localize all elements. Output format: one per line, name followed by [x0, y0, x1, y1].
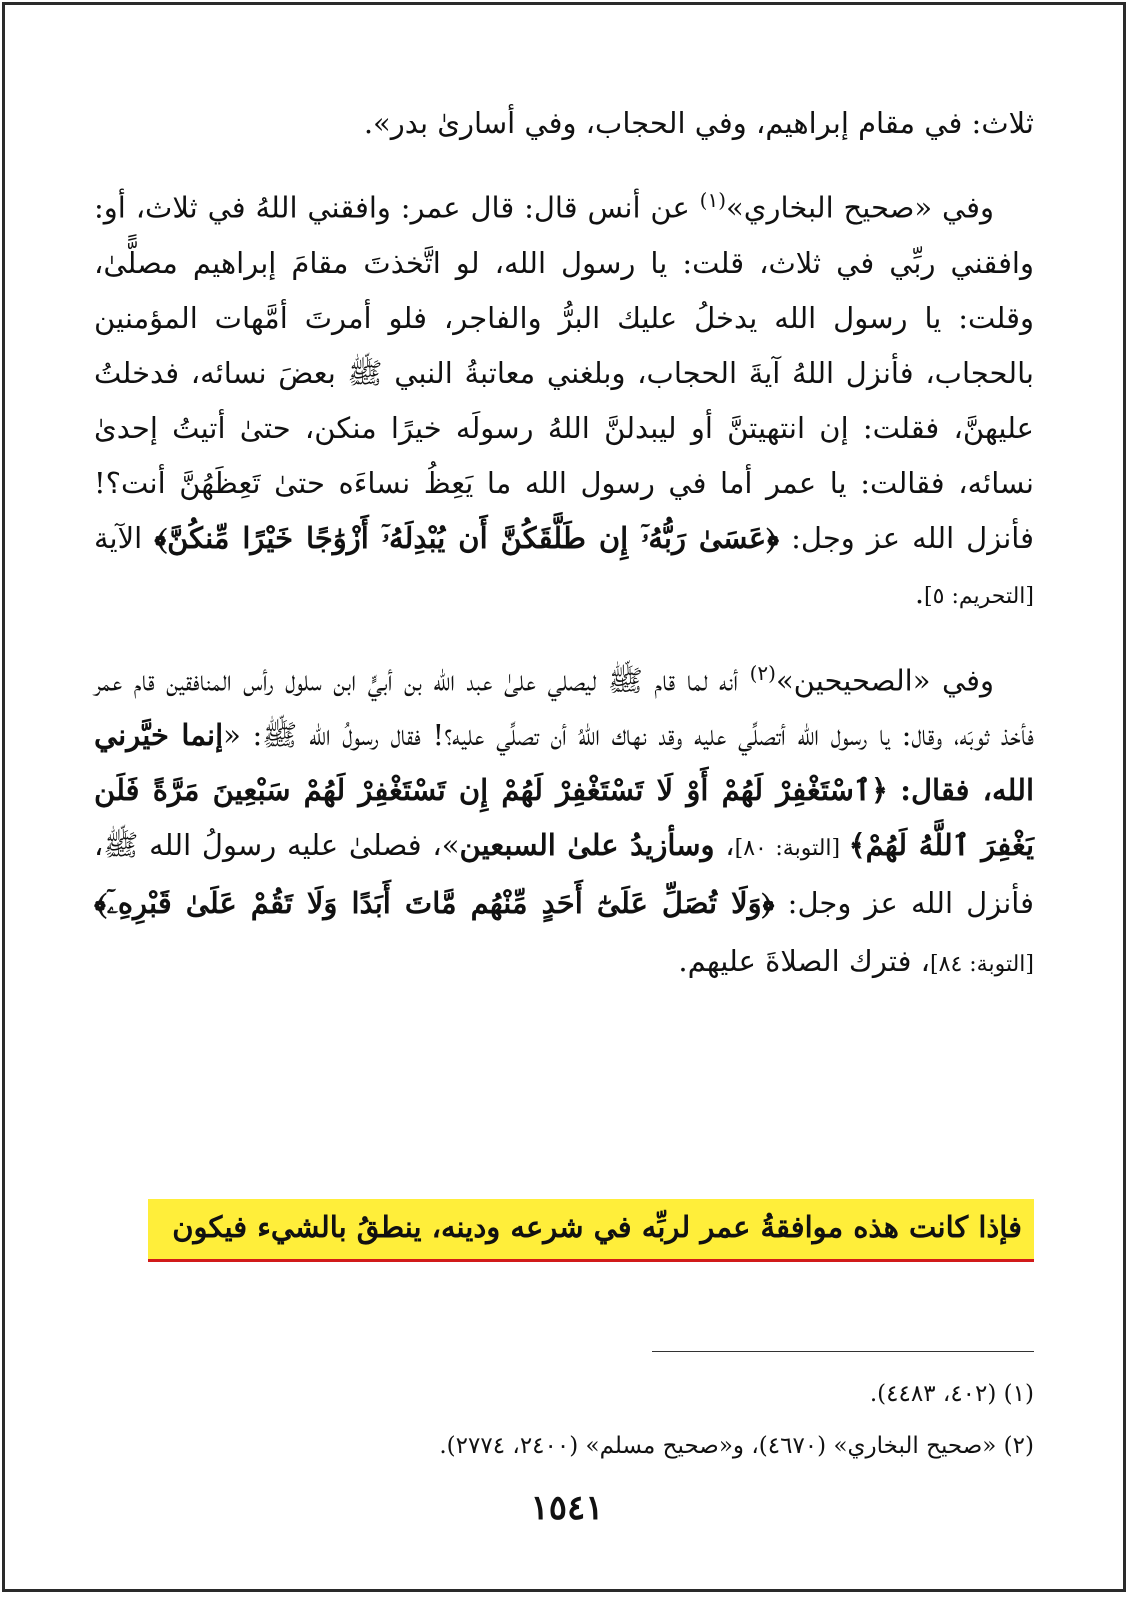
hadith-text-3: »، فصلىٰ عليه رسولُ الله ﷺ، فأنزل الله عز وجل:: [94, 828, 1034, 921]
comma: ،: [714, 828, 735, 863]
footnote-2: (٢) «صحيح البخاري» (٤٦٧٠)، و«صحيح مسلم» (٢٤٠٠، ٢٧٧٤).: [439, 1433, 1034, 1459]
punct: .: [914, 575, 925, 610]
prophet-quote-bold: إنما خيَّرني الله، فقال:: [94, 718, 1035, 808]
hadith-text-4: ، فترك الصلاةَ عليهم.: [678, 944, 931, 979]
verse-label: الآية: [94, 520, 155, 555]
prophet-quote-bold-2: وسأزيدُ علىٰ السبعين: [459, 828, 715, 863]
main-text: [94, 96, 1034, 992]
page-number: ١٥٤١: [530, 1488, 604, 1528]
hadith-text-2: أنه لما قام ﷺ ليصلي علىٰ عبد الله بن أبيٍّ ابن سلول رأس المنافقين قام عمر فأخذ ثوبَه، وقال: يا رسول الله أتصلِّي عليه وقد نهاك اللهُ أن تصلِّي عليه؟! فقال رسولُ الله ﷺ: «: [94, 663, 1035, 753]
quran-verse-tawba-84: ﴿وَلَا تُصَلِّ عَلَىٰٓ أَحَدٍ مِّنْهُم مَّاتَ أَبَدًا وَلَا تَقُمْ عَلَىٰ قَبْرِهِۦٓ﴾: [94, 886, 775, 921]
footnote-ref-2: (٢): [749, 660, 776, 685]
highlighted-sentence-line: [94, 1199, 1034, 1262]
highlighted-sentence: فإذا كانت هذه موافقةُ عمر لربِّه في شرعه ودينه، ينطقُ بالشيء فيكون: [148, 1199, 1034, 1262]
source-bukhari: وفي «صحيح البخاري»: [726, 190, 994, 225]
quran-verse-tawba-80: ﴿ٱسْتَغْفِرْ لَهُمْ أَوْ لَا تَسْتَغْفِرْ لَهُمْ إِن تَسْتَغْفِرْ لَهُمْ سَبْعِينَ مَرَّةً فَلَن يَغْفِرَ ٱللَّهُ لَهُمْ﴾: [94, 773, 1035, 863]
footnote-1: (١) (٤٠٢، ٤٤٨٣).: [869, 1381, 1034, 1407]
paragraph-1: ثلاث: في مقام إبراهيم، وفي الحجاب، وفي أسارىٰ بدر».: [363, 106, 1034, 140]
verse-reference-tawba-80: [التوبة: ٨٠]: [734, 836, 849, 862]
footnotes: [94, 1368, 1034, 1472]
verse-reference-tahrim: [التحريم: ٥]: [924, 583, 1034, 609]
verse-reference-tawba-84: [التوبة: ٨٤]: [930, 952, 1034, 978]
footnote-divider: [652, 1351, 1034, 1352]
footnote-ref-1: (١): [699, 188, 727, 212]
paragraph-3: [94, 646, 1034, 993]
paragraph-2: [94, 173, 1034, 624]
source-sahihayn: وفي «الصحيحين»: [775, 663, 994, 698]
quran-verse-tahrim: ﴿عَسَىٰ رَبُّهُۥٓ إِن طَلَّقَكُنَّ أَن يُبْدِلَهُۥٓ أَزْوَٰجًا خَيْرًا مِّنكُنَّ﴾: [154, 520, 780, 555]
hadith-text: عن أنس قال: قال عمر: وافقني اللهُ في ثلاث، أو: وافقني ربِّي في ثلاث، قلت: يا رسول الله، لو اتَّخذتَ مقامَ إبراهيم مصلًّىٰ، وقلت: يا رسول الله يدخلُ عليك البرُّ والفاجر، فلو أمرتَ أمَّهات المؤمنين بالحجاب، فأنزل اللهُ آيةَ الحجاب، وبلغني معاتبةُ النبي ﷺ بعضَ نسائه، فدخلتُ عليهنَّ، فقلت: إن انتهيتنَّ أو ليبدلنَّ اللهُ رسولَه خيرًا منكن، حتىٰ أتيتُ إحدىٰ نسائه، فقالت: يا عمر أما في رسول الله ما يَعِظُ نساءَه حتىٰ تَعِظَهُنَّ أنت؟! فأنزل الله عز وجل:: [94, 190, 1034, 555]
